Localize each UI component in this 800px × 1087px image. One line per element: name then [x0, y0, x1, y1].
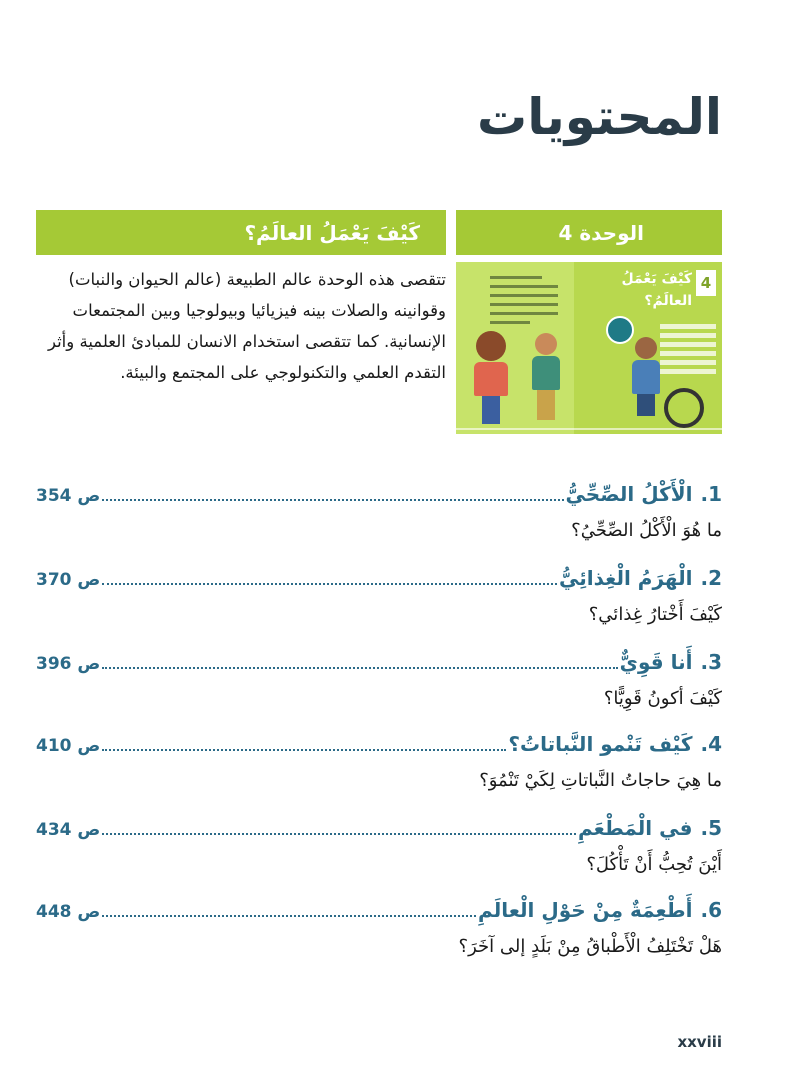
dot-leader: [102, 833, 576, 835]
lesson-page: ص 370: [36, 570, 101, 590]
cover-child-illustration: [532, 333, 560, 420]
cover-title-line1: كَيْفَ يَعْمَلُ: [621, 271, 692, 287]
lesson-page: ص 396: [36, 654, 101, 674]
lesson-entry[interactable]: [36, 816, 722, 875]
lesson-number: 6.: [700, 898, 722, 922]
lesson-entry[interactable]: [36, 482, 722, 541]
unit-title: كَيْفَ يَعْمَلُ العالَمُ؟: [244, 220, 420, 245]
unit-title-bar: [36, 210, 446, 255]
cover-unit-number: 4: [696, 270, 716, 296]
lesson-entry[interactable]: [36, 898, 722, 957]
lesson-question: ما هِيَ حاجاتُ النَّباتاتِ لِكَيْ تَنْمُوَ؟: [479, 770, 722, 791]
lesson-number: 1.: [700, 482, 722, 506]
lesson-title[interactable]: الْأَكْلُ الصِّحِّيُّ: [565, 482, 693, 506]
page-number: xxviii: [677, 1033, 722, 1051]
unit-cover-image: [456, 262, 722, 434]
lesson-number: 5.: [700, 816, 722, 840]
lesson-page: ص 448: [36, 902, 101, 922]
lesson-page: ص 410: [36, 736, 101, 756]
lesson-page: ص 354: [36, 486, 101, 506]
lesson-question: كَيْفَ أكونُ قَوِيًّا؟: [603, 688, 722, 709]
cover-child-illustration: [474, 331, 508, 424]
page-title: المحتويات: [476, 88, 722, 146]
lesson-question: أَيْنَ تُحِبُّ أَنْ تَأْكُلَ؟: [586, 854, 722, 875]
lesson-number: 4.: [700, 732, 722, 756]
lesson-entry[interactable]: [36, 566, 722, 625]
lesson-title[interactable]: الْهَرَمُ الْغِذائِيُّ: [559, 566, 693, 590]
lesson-question: ما هُوَ الْأَكْلُ الصِّحِّيُ؟: [571, 520, 722, 541]
lesson-number: 2.: [700, 566, 722, 590]
dot-leader: [102, 499, 563, 501]
dot-leader: [102, 583, 557, 585]
cover-badge-icon: [606, 316, 634, 344]
wheelchair-illustration: [664, 388, 704, 428]
unit-number-bar: [456, 210, 722, 255]
lesson-page: ص 434: [36, 820, 101, 840]
dot-leader: [102, 667, 617, 669]
lesson-question: كَيْفَ أَخْتارُ غِذائي؟: [588, 604, 722, 625]
lesson-title[interactable]: كَيْف تَنْمو النَّباتاتُ؟: [508, 732, 693, 756]
dot-leader: [102, 749, 506, 751]
lesson-title[interactable]: في الْمَطْعَمِ: [577, 816, 693, 840]
cover-title-line2: العالَمُ؟: [644, 293, 692, 309]
lesson-entry[interactable]: [36, 650, 722, 709]
lesson-entry[interactable]: [36, 732, 722, 791]
lesson-number: 3.: [700, 650, 722, 674]
lesson-question: هَلْ تَخْتَلِفُ الْأَطْباقُ مِنْ بَلَدٍ إلى آخَرَ؟: [458, 936, 722, 957]
cover-child-illustration: [632, 337, 660, 416]
cover-title: [622, 268, 692, 312]
unit-description: تتقصى هذه الوحدة عالم الطبيعة (عالم الحيوان والنبات) وقوانينه والصلات بينه فيزيائيا وبيولوجيا وبين المجتمعات الإنسانية. كما تتقصى استخدام الانسان للمبادئ العلمية وأثر التقدم العلمي والتكنولوجي على المجتمع والبيئة.: [47, 270, 446, 382]
cover-lesson-list: [660, 324, 716, 378]
lesson-title[interactable]: أَطْعِمَةٌ مِنْ حَوْلِ الْعالَمِ: [478, 898, 693, 922]
lesson-title[interactable]: أَنا قَوِيٌّ: [619, 650, 693, 674]
unit-number-label: الوحدة 4: [558, 220, 644, 245]
dot-leader: [102, 915, 476, 917]
